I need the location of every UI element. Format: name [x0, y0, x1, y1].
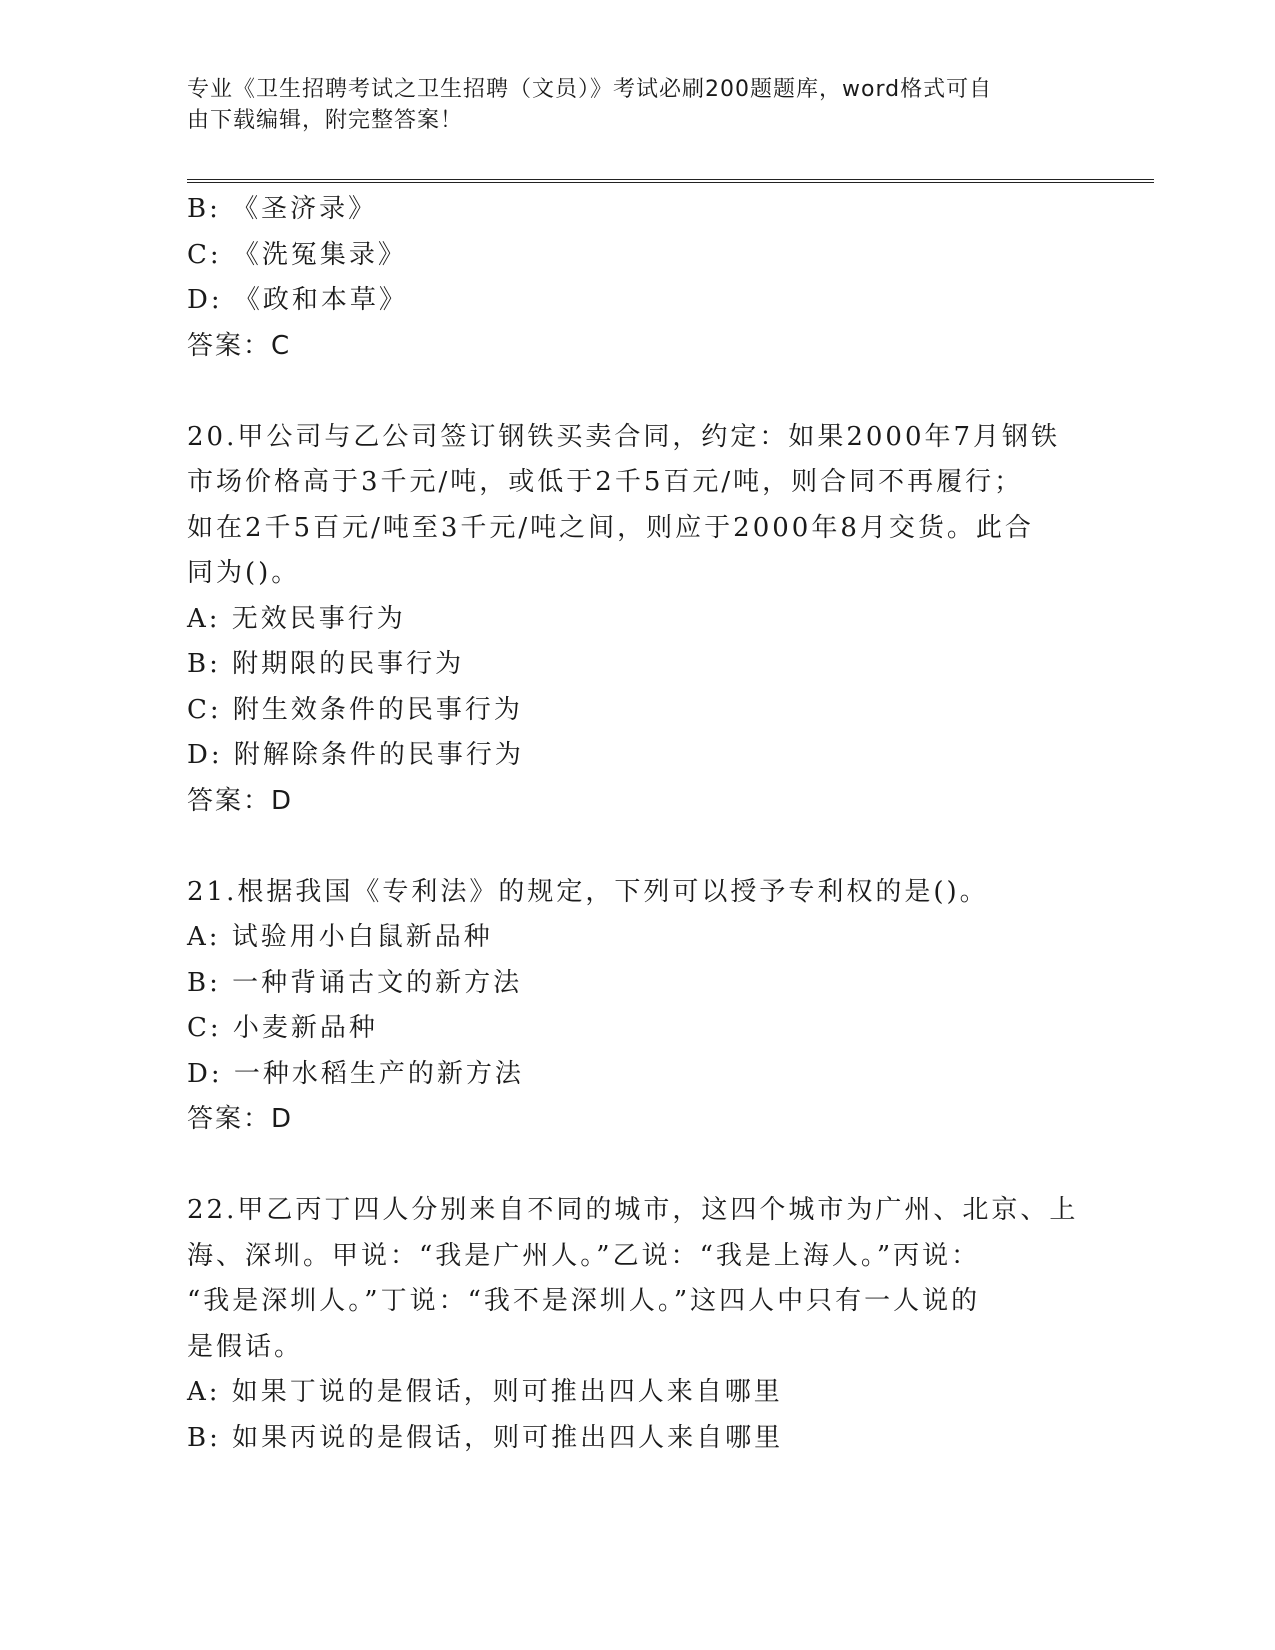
option-a: A: 如果丁说的是假话，则可推出四人来自哪里 [187, 1377, 783, 1407]
question-22 [187, 1188, 1087, 1461]
option-c: C: 小麦新品种 [187, 1013, 378, 1043]
option-a: A: 试验用小白鼠新品种 [187, 922, 493, 952]
question-20 [187, 415, 1087, 825]
option-c: C: 附生效条件的民事行为 [187, 694, 523, 725]
question-stem-line: 是假话。 [187, 1331, 304, 1362]
question-stem-line: 22.甲乙丙丁四人分别来自不同的城市，这四个城市为广州、北京、上 [187, 1195, 1079, 1225]
option-b: B: 一种背诵古文的新方法 [187, 967, 523, 998]
question-19-continued [187, 187, 1087, 369]
option-d: D: 一种水稻生产的新方法 [187, 1058, 524, 1089]
header-line: 专业《卫生招聘考试之卫生招聘（文员）》考试必刷200题题库，word格式可自 [187, 77, 993, 102]
question-stem-line: 如在2千5百元/吨至3千元/吨之间，则应于2000年8月交货。此合 [187, 512, 1034, 543]
spacer [187, 369, 1087, 415]
answer: 答案：D [187, 785, 294, 816]
question-stem-line: 市场价格高于3千元/吨，或低于2千5百元/吨，则合同不再履行； [187, 467, 1024, 497]
question-list [187, 187, 1087, 1461]
answer: 答案：D [187, 1104, 294, 1134]
spacer [187, 1143, 1087, 1189]
option-b: B: 《圣济录》 [187, 194, 378, 224]
option-d: D: 附解除条件的民事行为 [187, 740, 524, 770]
answer: 答案：C [187, 330, 292, 361]
option-d: D: 《政和本草》 [187, 285, 408, 315]
option-c: C: 《洗冤集录》 [187, 239, 407, 270]
question-stem-line: “我是深圳人。”丁说：“我不是深圳人。”这四人中只有一人说的 [187, 1286, 981, 1316]
header-line: 由下载编辑，附完整答案！ [187, 108, 464, 133]
option-b: B: 附期限的民事行为 [187, 649, 465, 679]
question-stem-line: 20.甲公司与乙公司签订钢铁买卖合同，约定：如果2000年7月钢铁 [187, 421, 1061, 452]
option-a: A: 无效民事行为 [187, 603, 406, 634]
question-stem-line: 同为()。 [187, 558, 301, 588]
spacer [187, 824, 1087, 870]
option-b: B: 如果丙说的是假话，则可推出四人来自哪里 [187, 1422, 784, 1453]
question-21 [187, 870, 1087, 1143]
question-stem-line: 21.根据我国《专利法》的规定，下列可以授予专利权的是()。 [187, 876, 989, 907]
document-header [187, 74, 1067, 136]
header-divider [187, 179, 1154, 183]
question-stem-line: 海、深圳。甲说：“我是广州人。”乙说：“我是上海人。”丙说： [187, 1240, 981, 1271]
